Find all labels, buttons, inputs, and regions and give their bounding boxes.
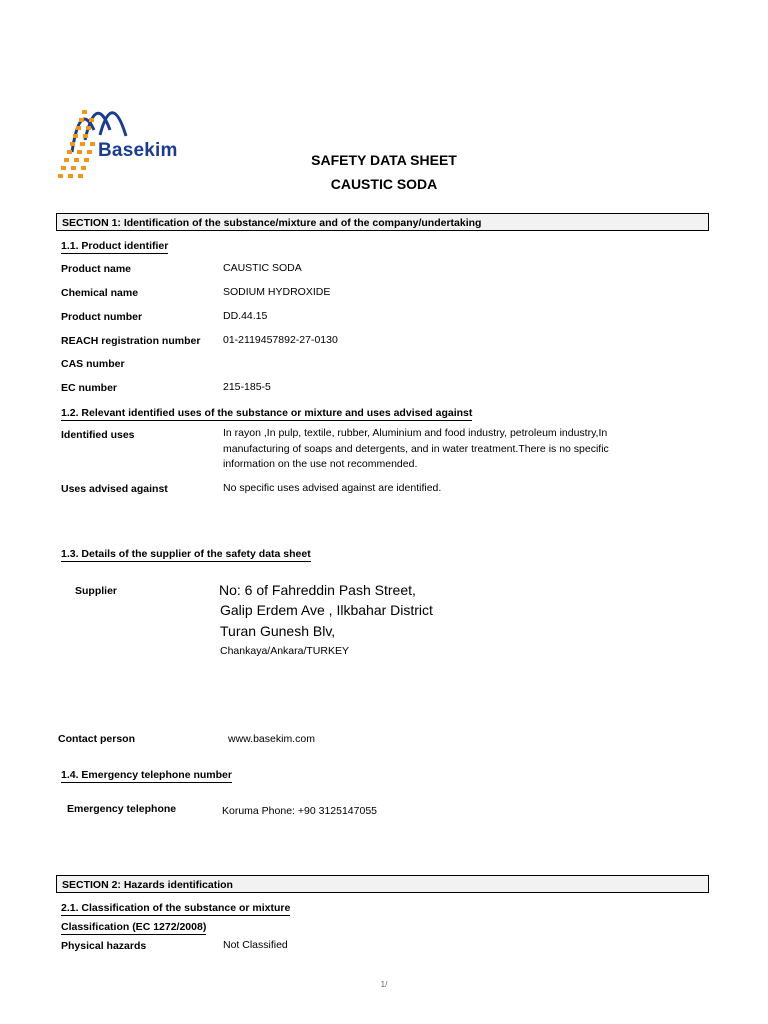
contact-person-value: www.basekim.com [228, 733, 315, 745]
supplier-label: Supplier [75, 585, 118, 597]
company-logo [52, 100, 187, 186]
document-title: SAFETY DATA SHEET [311, 152, 457, 168]
ec-number-label: EC number [61, 382, 118, 394]
emergency-telephone-value: Koruma Phone: +90 3125147055 [222, 805, 378, 817]
logo-wordmark: Basekim [98, 140, 178, 161]
physical-hazards-label: Physical hazards [61, 940, 147, 952]
emergency-telephone-label: Emergency telephone [67, 803, 177, 815]
identified-uses-line: In rayon ,In pulp, textile, rubber, Aluminium and food industry, petroleum industry,In [223, 427, 608, 439]
page-number: 1/ [380, 980, 388, 989]
subsection-1-2-heading: 1.2. Relevant identified uses of the substance or mixture and uses advised against [61, 407, 473, 419]
subsection-1-3-heading: 1.3. Details of the supplier of the safety data sheet [61, 548, 311, 560]
subsection-1-4-heading: 1.4. Emergency telephone number [61, 769, 232, 781]
identified-uses-label: Identified uses [61, 429, 135, 441]
supplier-address-line-3: Turan Gunesh Blv, [220, 623, 336, 639]
product-name-value: CAUSTIC SODA [223, 262, 302, 274]
subsection-2-1-heading: 2.1. Classification of the substance or mixture [61, 902, 291, 914]
section-1-heading: SECTION 1: Identification of the substance/mixture and of the company/undertaking [56, 213, 709, 231]
reach-number-label: REACH registration number [61, 335, 201, 347]
reach-number-value: 01-2119457892-27-0130 [223, 334, 338, 346]
identified-uses-value [223, 426, 663, 473]
identified-uses-line: manufacturing of soaps and detergents, and in water treatment.There is no specific [223, 442, 609, 455]
supplier-address-line-4: Chankaya/Ankara/TURKEY [220, 645, 349, 657]
subsection-1-1-heading: 1.1. Product identifier [61, 240, 169, 252]
ec-number-value: 215-185-5 [223, 381, 271, 393]
uses-advised-against-value: No specific uses advised against are identified. [223, 482, 442, 494]
cas-number-label: CAS number [61, 358, 125, 370]
document-subtitle: CAUSTIC SODA [330, 176, 438, 192]
supplier-address-line-1: No: 6 of Fahreddin Pash Street, [219, 582, 416, 598]
chemical-name-value: SODIUM HYDROXIDE [223, 286, 331, 298]
contact-person-label: Contact person [58, 733, 136, 745]
identified-uses-line: information on the use not recommended. [223, 458, 418, 470]
product-number-label: Product number [61, 311, 143, 323]
product-number-value: DD.44.15 [223, 310, 268, 322]
uses-advised-against-label: Uses advised against [61, 483, 168, 495]
supplier-address-line-2: Galip Erdem Ave , Ilkbahar District [220, 602, 433, 618]
product-name-label: Product name [61, 263, 132, 275]
section-2-heading: SECTION 2: Hazards identification [56, 875, 709, 893]
physical-hazards-value: Not Classified [223, 939, 288, 951]
classification-heading: Classification (EC 1272/2008) [61, 921, 207, 933]
chemical-name-label: Chemical name [61, 287, 139, 299]
